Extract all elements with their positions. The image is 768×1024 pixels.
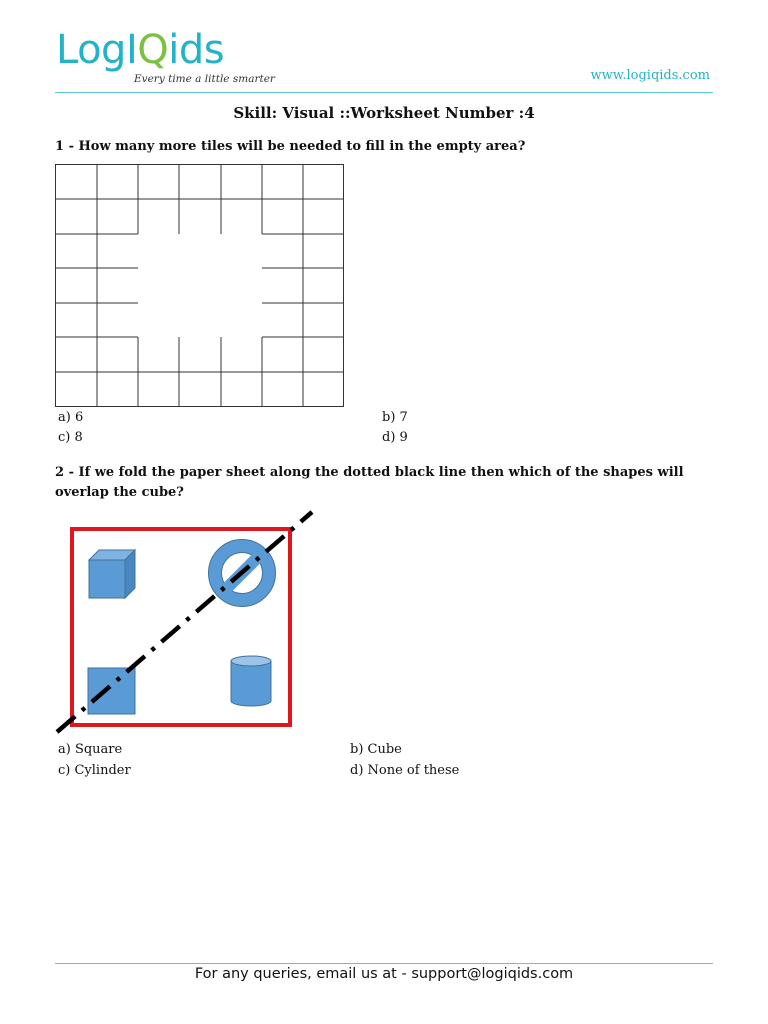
square-shape: [88, 668, 135, 714]
fold-line: [57, 512, 312, 732]
logo-text-ids: ids: [168, 27, 225, 73]
q1-option-d[interactable]: d) 9: [382, 430, 408, 445]
q2-option-d[interactable]: d) None of these: [350, 763, 460, 778]
logiqids-logo: [56, 27, 275, 85]
question-2-text: 2 - If we fold the paper sheet along the dotted black line then which of the shapes will overlap the cube?: [55, 465, 684, 500]
tile-grid-figure: [54, 163, 346, 409]
logo-text-q: Q: [137, 27, 169, 73]
cube-shape: [89, 550, 135, 598]
worksheet-title: Skill: Visual ::Worksheet Number :4: [233, 104, 535, 122]
q1-option-c[interactable]: c) 8: [58, 430, 83, 445]
logo-tagline: Every time a little smarter: [134, 73, 275, 85]
q1-option-b[interactable]: b) 7: [382, 410, 408, 425]
q2-option-b[interactable]: b) Cube: [350, 742, 402, 757]
q2-option-a[interactable]: a) Square: [58, 742, 123, 757]
website-link[interactable]: www.logiqids.com: [590, 68, 710, 83]
cylinder-shape: [231, 656, 271, 706]
header-divider: [55, 92, 713, 93]
logo-text-logi: LogI: [56, 27, 138, 73]
grid-outer-border: [56, 165, 344, 407]
footer-contact: For any queries, email us at - support@logiqids.com: [194, 966, 574, 982]
logo-wordmark: [56, 28, 224, 72]
fold-figure: [55, 508, 320, 738]
q1-option-a[interactable]: a) 6: [58, 410, 84, 425]
q2-option-c[interactable]: c) Cylinder: [58, 763, 131, 778]
footer-divider: [55, 963, 713, 964]
question-1-text: 1 - How many more tiles will be needed to fill in the empty area?: [55, 139, 526, 154]
